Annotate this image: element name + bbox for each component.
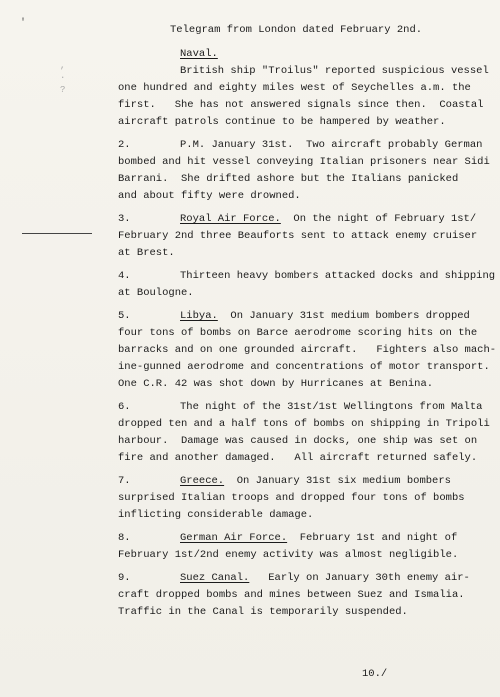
text-line: ine-gunned aerodrome and concentrations of motor transport. (118, 361, 490, 373)
telegram-body (118, 46, 497, 621)
paragraph-5: 5. Libya. On January 31st medium bombers dropped (118, 310, 470, 322)
margin-mark: · (60, 73, 66, 83)
text-line: craft dropped bombs and mines between Suez and Ismalia. (118, 589, 465, 601)
paragraph-3: 3. Royal Air Force. On the night of February 1st/ (118, 213, 477, 225)
text-line: inflicting considerable damage. (118, 509, 314, 521)
document-title: Telegram from London dated February 2nd. (170, 24, 423, 36)
text-line: first. She has not answered signals since then. Coastal (118, 99, 484, 111)
text-line: British ship "Troilus" reported suspicious vessel (180, 65, 489, 77)
text-line: dropped ten and a half tons of bombs on shipping in Tripoli (118, 418, 490, 430)
text-line: harbour. Damage was caused in docks, one ship was set on (118, 435, 478, 447)
paragraph-8: 8. German Air Force. February 1st and night of (118, 532, 458, 544)
paragraph-9: 9. Suez Canal. Early on January 30th enemy air- (118, 572, 470, 584)
paragraph-6: 6. The night of the 31st/1st Wellingtons from Malta (118, 401, 483, 413)
text-line: One C.R. 42 was shot down by Hurricanes at Benina. (118, 378, 434, 390)
text-line: February 1st/2nd enemy activity was almost negligible. (118, 549, 459, 561)
text-line: four tons of bombs on Barce aerodrome scoring hits on the (118, 327, 478, 339)
text-line: one hundred and eighty miles west of Seychelles a.m. the (118, 82, 471, 94)
text-line: bombed and hit vessel conveying Italian prisoners near Sidi (118, 156, 490, 168)
section-heading-naval: Naval. (180, 48, 218, 60)
text-line: and about fifty were drowned. (118, 190, 301, 202)
next-page-reference: 10./ (362, 668, 388, 680)
margin-mark: , (60, 61, 66, 71)
margin-tick: ' (20, 18, 27, 29)
text-line: Barrani. She drifted ashore but the Italians panicked (118, 173, 459, 185)
text-line: at Boulogne. (118, 287, 194, 299)
paragraph-4: 4. Thirteen heavy bombers attacked docks and shipping (118, 270, 496, 282)
text-line: aircraft patrols continue to be hampered by weather. (118, 116, 446, 128)
text-line: Traffic in the Canal is temporarily suspended. (118, 606, 408, 618)
text-line: barracks and on one grounded aircraft. Fighters also mach- (118, 344, 497, 356)
paragraph-7: 7. Greece. On January 31st six medium bombers (118, 475, 451, 487)
paragraph-2: 2. P.M. January 31st. Two aircraft probably German (118, 139, 483, 151)
text-line: February 2nd three Beauforts sent to attack enemy cruiser (118, 230, 478, 242)
text-line: at Brest. (118, 247, 175, 259)
margin-dash (22, 233, 92, 234)
text-line: fire and another damaged. All aircraft returned safely. (118, 452, 478, 464)
text-line: surprised Italian troops and dropped four tons of bombs (118, 492, 465, 504)
margin-mark: ? (60, 85, 66, 95)
margin-marks (60, 60, 80, 120)
